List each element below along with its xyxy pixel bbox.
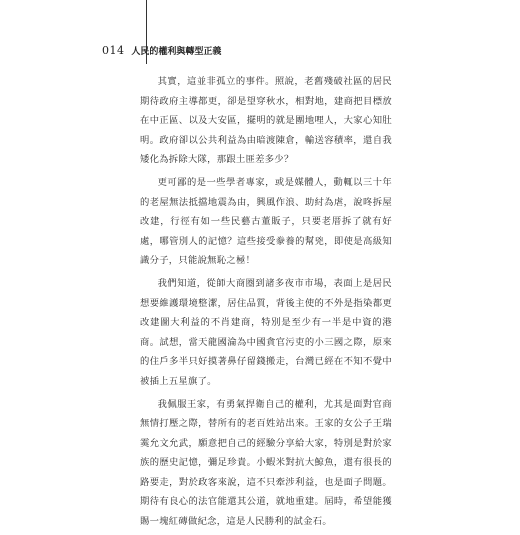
body-text: [140, 70, 392, 535]
page-number: 014: [102, 44, 125, 57]
book-title: 人民的權利與轉型正義: [131, 47, 222, 57]
paragraph: 我們知道，從師大商圈到諸多夜市市場，表面上是居民想要維護環境整潔，居住品質，背後主使的不外是指染都更改建圖大利益的不肖建商，特別是至少有一半是中資的港商。試想，當天龍國淪為中國貪官污吏的小三國之際，原來的住戶多半只好摸著鼻仔留錢搬走，台灣已經在不知不覺中被插上五星旗了。: [140, 277, 392, 387]
paragraph: 我佩服王家，有勇氣捍衛自己的權利，尤其是面對官商無情打壓之際，替所有的老百姓站出來。王家的女公子王瑞霙允文允武，願意把自己的經驗分享給大家，特別是對於家族的歷史記憶，彌足珍貴。小蝦米對抗大鯨魚，還有很長的路要走，對於政客來說，這不只牽涉利益，也是面子問題。期待有良心的法官能還其公道，就地重建。屆時，希望能獲賜一塊紅磚做紀念，這是人民勝利的試金石。: [140, 398, 392, 528]
paragraph: 更可鄙的是一些學者專家，或是媒體人，動輒以三十年的老屋無法抵擋地震為由，興風作浪、助紂為虐，說咚拆屋改建，行徑有如一些民藝古董販子，只要老厝拆了就有好處，哪管別人的記憶？這些接受豢養的幫兇，即使是高級知識分子，只能說無恥之極！: [140, 176, 392, 267]
running-header: [102, 44, 221, 57]
paragraph: 其實，這並非孤立的事件。照說，老舊殘破社區的居民期待政府主導都更，卻是望穿秋水，相對地，建商把目標放在中正區、以及大安區，擺明的就是團地哩人，大家心知肚明。政府卻以公共利益為由暗渡陳倉，輸送容積率，還自我矮化為拆除大隊，那跟土匪差多少？: [140, 76, 392, 166]
